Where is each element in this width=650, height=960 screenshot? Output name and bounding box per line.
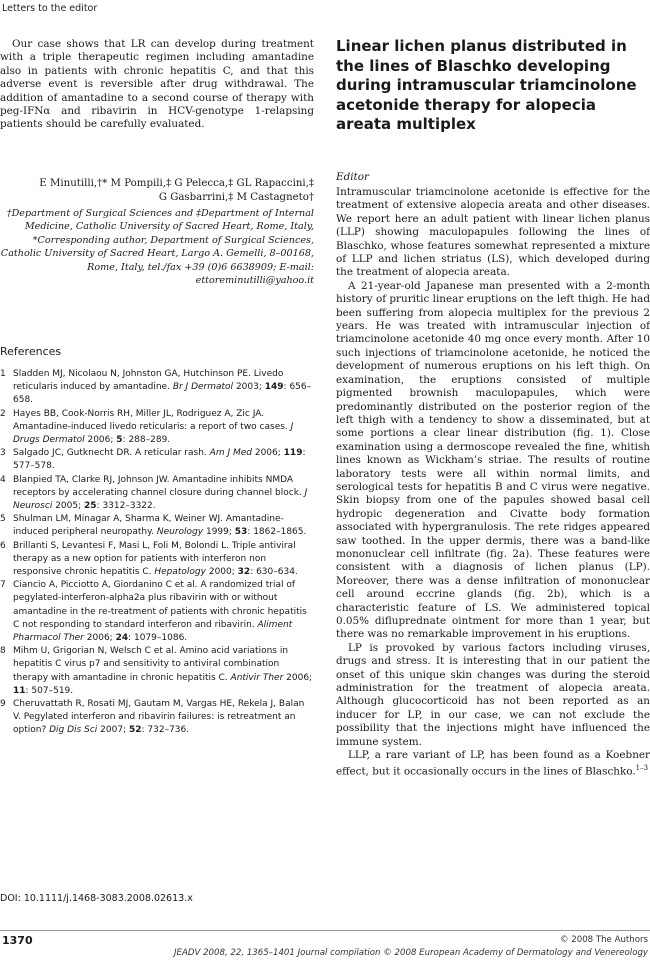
reference-number: 1 (0, 369, 6, 379)
author-list (0, 177, 314, 206)
reference-text: Mihm U, Grigorian N, Welsch C et al. Amino acid variations in hepatitis C virus p7 and sensitivity to antiviral combination therapy with amantadine in chronic hepatitis C. (13, 646, 289, 683)
reference-volume: 149 (264, 382, 284, 393)
article-title: Linear lichen planus distributed in the lines of Blaschko developing during intramuscular triamcinolone acetonide therapy for alopecia areata multiplex (336, 37, 637, 134)
body-paragraph-3: LP is provoked by various factors including viruses, drugs and stress. It is interesting that in our patient the onset of this unique skin changes was during the steroid administration for the treatment of alopecia areata. Although glucocorticoid has not been reported as an inducer for LP, in our case, we can not exclude the possibility that the injections might have influenced the immune system. (336, 641, 650, 748)
reference-number: 8 (0, 646, 6, 657)
authors-line-2: G Gasbarrini,‡ M Castagneto† (158, 192, 314, 204)
reference-item (0, 579, 314, 645)
reference-journal: Antivir Ther (230, 672, 284, 683)
reference-item (0, 447, 314, 473)
reference-year: 2007; (100, 725, 127, 736)
reference-text: Shulman LM, Minagar A, Sharma K, Weiner WJ. Amantadine-induced peripheral neuropathy. (13, 514, 284, 538)
closing-paragraph: Our case shows that LR can develop during treatment with a triple therapeutic regimen including amantadine also in patients with chronic hepatitis C, and that this adverse event is reversible after drug withdrawal. The addition of amantadine to a second course of therapy with peg-IFNα and ribavirin in HCV-genotype 1-relapsing patients should be carefully evaluated. (0, 38, 314, 131)
reference-number: 3 (0, 448, 6, 459)
authors-line-1: E Minutilli,†* M Pompili,‡ G Pelecca,‡ GL Rapaccini,‡ (39, 178, 314, 189)
reference-number: 6 (0, 540, 6, 551)
reference-journal: Neurology (156, 527, 204, 538)
reference-volume: 25 (84, 501, 97, 512)
reference-year: 2006; (86, 633, 113, 644)
reference-year: 2005; (55, 501, 82, 512)
body-paragraph-2: A 21-year-old Japanese man presented with a 2-month history of pruritic linear eruptions on the left thigh. He had been suffering from alopecia multiplex for the previous 2 years. He was treated with intramuscular injection of triamcinolone acetonide 40 mg once every month. After 10 such injections of triamcinolone acetonide, he noticed the development of numerous eruptions on his left thigh. On examination, the eruptions consisted of multiple pigmented brownish maculopapules, which were predominantly distributed on the posterior region of the left thigh with a tendency to show a disseminated, but at some portions a clear linear distribution (fig. 1). Close examination using a dermoscope revealed the fine, whitish lines known as Wickham’s striae. The results of routine laboratory tests were all within normal limits, and serological tests for hepatitis B and C virus were negative. Skin biopsy from one of the papules showed basal cell hydropic degeneration and Civatte body formation associated with hypergranulosis. The rete ridges appeared saw toothed. In the upper dermis, there was a band-like mononuclear cell infiltrate (fig. 2a). These features were consistent with a diagnosis of lichen planus (LP). Moreover, there was a dense infiltration of mononuclear cell around eccrine glands (fig. 2b), which is a characteristic feature of LS. We administered topical 0.05% difluprednate ointment for more than 1 year, but there was no remarkable improvement in his eruptions. (336, 279, 650, 641)
reference-item (0, 540, 314, 580)
reference-year: 2000; (208, 567, 235, 578)
references-heading: References (0, 345, 62, 358)
reference-text: Salgado JC, Gutknecht DR. A reticular rash. (13, 448, 207, 459)
page-number: 1370 (2, 934, 33, 947)
author-affiliation: †Department of Surgical Sciences and ‡Department of Internal Medicine, Catholic University of Sacred Heart, Rome, Italy, *Corresponding author, Department of Surgical Sciences, Catholic University of Sacred Heart, Largo A. Gemelli, 8–00168, Rome, Italy, tel./fax +39 (0)6 6638909; E-mail: ettoreminutilli@yahoo.it (0, 208, 314, 287)
reference-volume: 119 (283, 448, 303, 459)
reference-text: Ciancio A, Picciotto A, Giordanino C et al. A randomized trial of pegylated-interferon-alpha2a plus ribavirin with or without amantadine in the re-treatment of patients with chronic hepatitis C not responding to standard interferon and ribavirin. (13, 580, 307, 630)
body-paragraph-1: Intramuscular triamcinolone acetonide is effective for the treatment of extensive alopecia areata and other diseases. We report here an adult patient with linear lichen planus (LLP) showing maculopapules following the lines of Blaschko, whose features somewhat represented a mixture of LLP and lichen striatus (LS), which developed during the treatment of alopecia areata. (336, 186, 650, 279)
reference-number: 2 (0, 408, 6, 419)
reference-pages: : 1079–1086. (128, 633, 188, 644)
reference-volume: 32 (237, 567, 251, 578)
reference-journal: Aliment Pharmacol Ther (13, 619, 293, 644)
reference-item (0, 698, 314, 738)
reference-item (0, 368, 314, 408)
reference-journal: Am J Med (209, 448, 252, 459)
reference-number: 4 (0, 474, 6, 485)
reference-text: Cheruvattath R, Rosati MJ, Gautam M, Vargas HE, Rekela J, Balan V. Pegylated interferon and ribavirin failures: is retreatment an option? (13, 699, 305, 736)
reference-item (0, 513, 314, 539)
reference-pages: : 577–578. (13, 448, 306, 472)
citation-superscript: 1–3 (635, 764, 649, 773)
reference-volume: 24 (115, 633, 129, 644)
reference-number: 5 (0, 514, 6, 525)
reference-volume: 5 (116, 435, 123, 446)
reference-text: Brillanti S, Levantesi F, Masi L, Foli M, Bolondi L. Triple antiviral therapy as a new option for patients with interferon non responsive chronic hepatitis C. (13, 540, 296, 578)
reference-pages: : 288–289. (122, 435, 171, 446)
reference-year: 2006; (254, 448, 281, 459)
reference-text: Blanpied TA, Clarke RJ, Johnson JW. Amantadine inhibits NMDA receptors by accelerating channel closure during channel block. (13, 474, 302, 498)
copyright-line: © 2008 The Authors (559, 935, 648, 945)
reference-volume: 52 (128, 725, 142, 736)
reference-year: 2006; (286, 672, 313, 683)
reference-year: 2006; (87, 435, 114, 446)
footer-rule (0, 930, 650, 931)
reference-year: 2003; (235, 382, 262, 393)
reference-pages: : 656–658. (13, 382, 312, 406)
reference-volume: 53 (234, 527, 248, 538)
reference-list (0, 368, 314, 738)
doi-line: DOI: 10.1111/j.1468-3083.2008.02613.x (0, 893, 193, 904)
reference-text: Sladden MJ, Nicolaou N, Johnston GA, Hutchinson PE. Livedo reticularis induced by amantadine. (13, 369, 284, 393)
reference-item (0, 474, 314, 514)
reference-year: 1999; (205, 527, 232, 538)
reference-number: 7 (0, 580, 6, 591)
reference-journal: Dig Dis Sci (49, 725, 98, 736)
reference-journal: J Drugs Dermatol (13, 421, 294, 446)
body-paragraph-4 (336, 749, 650, 779)
body-paragraph-4-text: LLP, a rare variant of LP, has been found as a Koebner effect, but it occasionally occurs in the lines of Blaschko. (336, 749, 650, 778)
article-body (336, 186, 650, 779)
editor-salutation: Editor (336, 171, 369, 183)
reference-volume: 11 (13, 685, 26, 696)
reference-text: Hayes BB, Cook-Norris RH, Miller JL, Rodriguez A, Zic JA. Amantadine-induced livedo reticularis: a report of two cases. (13, 408, 288, 432)
reference-pages: : 507–519. (25, 685, 74, 696)
reference-pages: : 3312–3322. (96, 501, 156, 512)
journal-citation-line: JEADV 2008, 22, 1365–1401 Journal compilation © 2008 European Academy of Dermatology and Venereology (174, 948, 648, 958)
reference-pages: : 1862–1865. (247, 527, 307, 538)
reference-item (0, 645, 314, 698)
reference-item (0, 408, 314, 448)
reference-number: 9 (0, 699, 6, 710)
reference-journal: Hepatology (154, 567, 206, 578)
reference-pages: : 630–634. (250, 567, 298, 578)
reference-journal: Br J Dermatol (172, 382, 234, 393)
running-head: Letters to the editor (2, 3, 98, 14)
reference-pages: : 732–736. (141, 725, 190, 736)
reference-journal: J Neurosci (13, 487, 308, 512)
